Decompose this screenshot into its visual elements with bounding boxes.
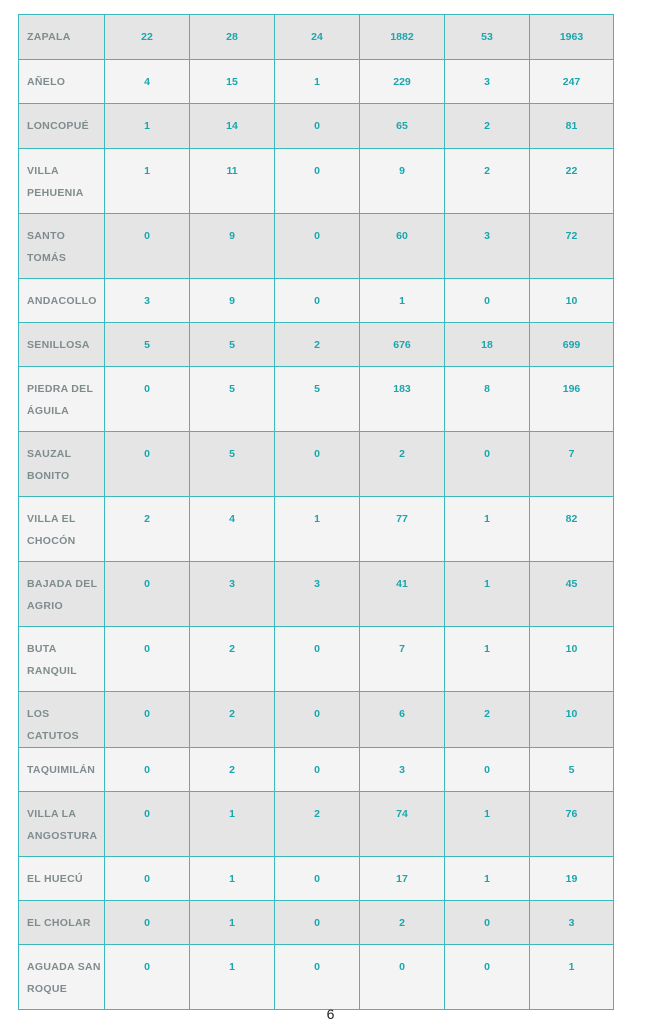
value-cell: 76 [530, 792, 614, 857]
value-cell: 0 [105, 945, 190, 1010]
value-cell: 196 [530, 367, 614, 432]
value-cell: 0 [275, 627, 360, 692]
locality-name: VILLA LA ANGOSTURA [19, 792, 105, 857]
value-cell: 0 [275, 104, 360, 149]
value-cell: 65 [360, 104, 445, 149]
value-cell: 247 [530, 60, 614, 104]
table-row [19, 323, 614, 367]
locality-name: PIEDRA DEL ÁGUILA [19, 367, 105, 432]
value-cell: 60 [360, 214, 445, 279]
value-cell: 2 [445, 692, 530, 748]
value-cell: 0 [105, 627, 190, 692]
value-cell: 3 [190, 562, 275, 627]
value-cell: 28 [190, 15, 275, 60]
value-cell: 3 [105, 279, 190, 323]
value-cell: 5 [105, 323, 190, 367]
table-row [19, 748, 614, 792]
value-cell: 18 [445, 323, 530, 367]
value-cell: 41 [360, 562, 445, 627]
table-row [19, 104, 614, 149]
table-row [19, 149, 614, 214]
value-cell: 0 [105, 214, 190, 279]
value-cell: 3 [445, 60, 530, 104]
locality-name: TAQUIMILÁN [19, 748, 105, 792]
value-cell: 0 [275, 279, 360, 323]
value-cell: 0 [275, 149, 360, 214]
table-row [19, 792, 614, 857]
value-cell: 6 [360, 692, 445, 748]
value-cell: 2 [360, 901, 445, 945]
locality-name: BUTA RANQUIL [19, 627, 105, 692]
value-cell: 24 [275, 15, 360, 60]
value-cell: 2 [445, 149, 530, 214]
value-cell: 5 [190, 367, 275, 432]
value-cell: 17 [360, 857, 445, 901]
value-cell: 7 [360, 627, 445, 692]
table-row [19, 627, 614, 692]
value-cell: 9 [360, 149, 445, 214]
value-cell: 0 [275, 214, 360, 279]
table-row [19, 279, 614, 323]
value-cell: 53 [445, 15, 530, 60]
value-cell: 9 [190, 214, 275, 279]
locality-name: EL CHOLAR [19, 901, 105, 945]
value-cell: 183 [360, 367, 445, 432]
value-cell: 0 [360, 945, 445, 1010]
value-cell: 0 [105, 748, 190, 792]
value-cell: 1 [275, 60, 360, 104]
locality-name: SAUZAL BONITO [19, 432, 105, 497]
value-cell: 7 [530, 432, 614, 497]
table-row [19, 901, 614, 945]
value-cell: 2 [445, 104, 530, 149]
locality-name: VILLA PEHUENIA [19, 149, 105, 214]
value-cell: 9 [190, 279, 275, 323]
value-cell: 0 [445, 901, 530, 945]
locality-name: LONCOPUÉ [19, 104, 105, 149]
value-cell: 1 [445, 627, 530, 692]
value-cell: 1 [445, 857, 530, 901]
value-cell: 19 [530, 857, 614, 901]
value-cell: 3 [360, 748, 445, 792]
value-cell: 3 [275, 562, 360, 627]
locality-name: VILLA EL CHOCÓN [19, 497, 105, 562]
table-row [19, 692, 614, 748]
value-cell: 2 [190, 627, 275, 692]
locality-name: AÑELO [19, 60, 105, 104]
value-cell: 0 [105, 432, 190, 497]
value-cell: 0 [105, 857, 190, 901]
value-cell: 1 [190, 792, 275, 857]
value-cell: 0 [105, 562, 190, 627]
table-row [19, 497, 614, 562]
table-row [19, 214, 614, 279]
value-cell: 2 [360, 432, 445, 497]
value-cell: 2 [105, 497, 190, 562]
table-row [19, 945, 614, 1010]
value-cell: 14 [190, 104, 275, 149]
value-cell: 5 [530, 748, 614, 792]
page-number: 6 [326, 1006, 335, 1022]
value-cell: 229 [360, 60, 445, 104]
value-cell: 10 [530, 627, 614, 692]
value-cell: 72 [530, 214, 614, 279]
value-cell: 4 [105, 60, 190, 104]
value-cell: 1 [190, 901, 275, 945]
locality-name: BAJADA DEL AGRIO [19, 562, 105, 627]
value-cell: 1 [275, 497, 360, 562]
value-cell: 1 [445, 562, 530, 627]
value-cell: 82 [530, 497, 614, 562]
value-cell: 2 [275, 323, 360, 367]
value-cell: 0 [445, 432, 530, 497]
value-cell: 1 [190, 945, 275, 1010]
value-cell: 2 [275, 792, 360, 857]
locality-name: SENILLOSA [19, 323, 105, 367]
value-cell: 0 [275, 748, 360, 792]
value-cell: 1 [190, 857, 275, 901]
value-cell: 0 [445, 945, 530, 1010]
value-cell: 1 [445, 497, 530, 562]
table-row [19, 562, 614, 627]
value-cell: 1 [445, 792, 530, 857]
locality-name: ANDACOLLO [19, 279, 105, 323]
value-cell: 1882 [360, 15, 445, 60]
value-cell: 10 [530, 692, 614, 748]
value-cell: 0 [275, 901, 360, 945]
value-cell: 0 [105, 901, 190, 945]
value-cell: 1 [530, 945, 614, 1010]
value-cell: 0 [275, 692, 360, 748]
value-cell: 5 [190, 432, 275, 497]
value-cell: 81 [530, 104, 614, 149]
value-cell: 0 [445, 279, 530, 323]
value-cell: 77 [360, 497, 445, 562]
value-cell: 0 [275, 432, 360, 497]
table-row [19, 857, 614, 901]
value-cell: 22 [530, 149, 614, 214]
value-cell: 0 [105, 367, 190, 432]
value-cell: 45 [530, 562, 614, 627]
value-cell: 0 [105, 792, 190, 857]
value-cell: 10 [530, 279, 614, 323]
value-cell: 1963 [530, 15, 614, 60]
value-cell: 0 [445, 748, 530, 792]
value-cell: 0 [275, 857, 360, 901]
table-row [19, 15, 614, 60]
table-row [19, 432, 614, 497]
value-cell: 676 [360, 323, 445, 367]
value-cell: 0 [105, 692, 190, 748]
value-cell: 74 [360, 792, 445, 857]
locality-name: SANTO TOMÁS [19, 214, 105, 279]
locality-name: AGUADA SAN ROQUE [19, 945, 105, 1010]
value-cell: 1 [105, 104, 190, 149]
value-cell: 1 [360, 279, 445, 323]
locality-name: ZAPALA [19, 15, 105, 60]
value-cell: 15 [190, 60, 275, 104]
value-cell: 5 [275, 367, 360, 432]
table-row [19, 367, 614, 432]
value-cell: 1 [105, 149, 190, 214]
value-cell: 2 [190, 748, 275, 792]
locality-table [18, 14, 614, 1010]
value-cell: 11 [190, 149, 275, 214]
value-cell: 5 [190, 323, 275, 367]
value-cell: 699 [530, 323, 614, 367]
value-cell: 8 [445, 367, 530, 432]
value-cell: 3 [445, 214, 530, 279]
table-row [19, 60, 614, 104]
locality-name: EL HUECÚ [19, 857, 105, 901]
value-cell: 4 [190, 497, 275, 562]
value-cell: 2 [190, 692, 275, 748]
value-cell: 22 [105, 15, 190, 60]
value-cell: 3 [530, 901, 614, 945]
value-cell: 0 [275, 945, 360, 1010]
locality-name: LOS CATUTOS [19, 692, 105, 748]
